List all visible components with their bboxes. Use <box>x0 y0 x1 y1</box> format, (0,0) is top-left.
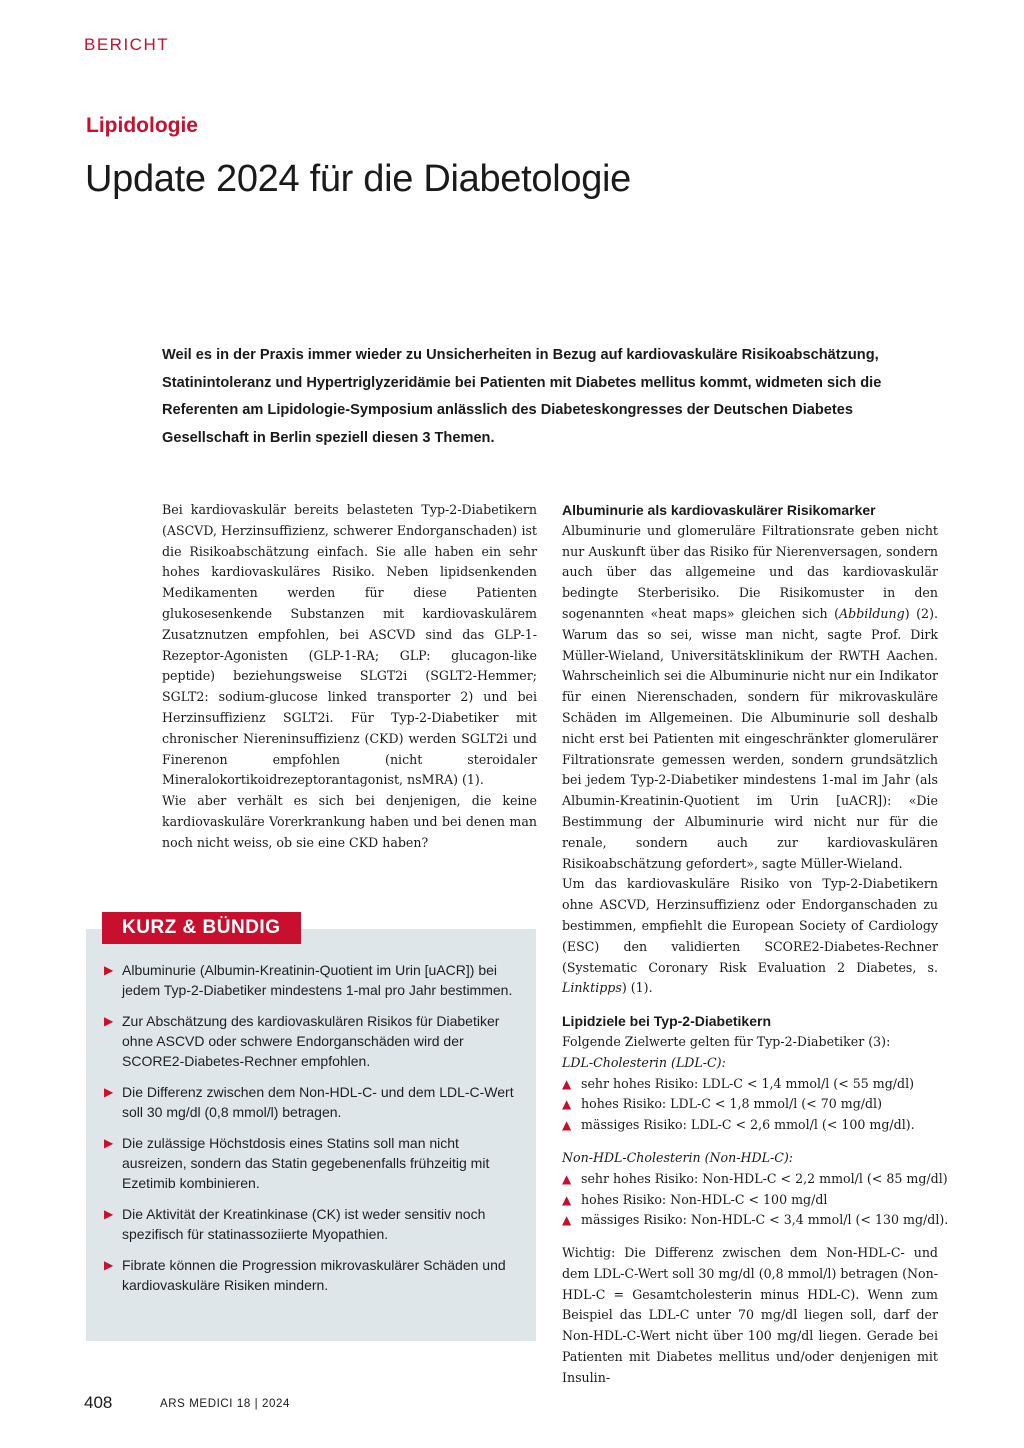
triangle-up-icon: ▲ <box>562 1213 572 1228</box>
subheading: LDL-Cholesterin (LDL-C): <box>562 1054 726 1070</box>
non-hdl-target-list <box>562 1169 949 1231</box>
section-label: BERICHT <box>84 35 170 54</box>
journal-name: ARS MEDICI 18 | 2024 <box>160 1398 291 1410</box>
list-item: ▲ mässiges Risiko: LDL-C < 2,6 mmol/l (< 100 mg/dl). <box>562 1115 938 1136</box>
list-item-text: Die zulässige Höchstdosis eines Statins soll man nicht ausreizen, sondern das Statin gegebenenfalls frühzeitig mit Ezetimib kombinieren. <box>122 1135 490 1191</box>
triangle-right-icon: ▶ <box>104 1014 114 1028</box>
section-heading: Albuminurie als kardiovaskulärer Risikomarker <box>562 502 876 518</box>
section-heading: Lipidziele bei Typ-2-Diabetikern <box>562 1013 772 1030</box>
paragraph: Wichtig: Die Differenz zwischen dem Non-HDL-C- und dem LDL-C-Wert soll 30 mg/dl (0,8 mmol/l) betragen (Non-HDL-C = Gesamtcholesterin minus HDL-C). Wenn zum Beispiel das LDL-C unter 70 mg/dl liegen soll, darf der Non-HDL-C-Wert nicht über 100 mg/dl liegen. Gerade bei Patienten mit Diabetes mellitus und/oder denjenigen mit Insulin- <box>562 1245 938 1385</box>
article-kicker: Lipidologie <box>86 114 198 137</box>
triangle-right-icon: ▶ <box>104 1207 114 1221</box>
list-item <box>104 960 524 1000</box>
triangle-up-icon: ▲ <box>562 1097 572 1112</box>
list-item <box>104 1133 524 1193</box>
list-item-text: Die Aktivität der Kreatinkinase (CK) ist weder sensitiv noch spezifisch für statinassoziierte Myopathien. <box>122 1206 486 1242</box>
paragraph: Bei kardiovaskulär bereits belasteten Typ-2-Diabetikern (ASCVD, Herzinsuffizienz, schwerer Endorganschaden) ist die Risikoabschätzung einfach. Sie alle haben ein sehr hohes kardiovaskuläres Risiko. Neben lipidsenkenden Medikamenten werden für diese Patienten glukosesenkende Substanzen mit kardiovaskulärem Zusatznutzen empfohlen, bei ASCVD sind das GLP-1-Rezeptor-Agonisten (GLP-1-RA; GLP: glucagon-like peptide) beziehungsweise SLGT2i (SGLT2-Hemmer; SGLT2: sodium-glucose linked transporter 2) und bei Herzinsuffizienz SGLT2i. Für Typ-2-Diabetiker mit chronischer Niereninsuffizienz (CKD) werden SGLT2i und Finerenon empfohlen (nicht steroidaler Mineralokortikoidrezeptorantagonist, nsMRA) (1). <box>162 502 537 788</box>
paragraph: Folgende Zielwerte gelten für Typ-2-Diabetiker (3): <box>562 1033 891 1049</box>
triangle-up-icon: ▲ <box>562 1118 572 1133</box>
ldl-target-list <box>562 1074 938 1136</box>
triangle-right-icon: ▶ <box>104 1258 114 1272</box>
paragraph: Albuminurie und glomeruläre Filtrationsrate geben nicht nur Auskunft über das Risiko für Nierenversagen, sondern auch über das allgemeine und das kardiovaskulär bedingte Sterberisiko. Die Risikomuster in den sogenannten «heat maps» gleichen sich (Abbildung) (2). Warum das so sei, wisse man nicht, sagte Prof. Dirk Müller-Wieland, Universitätsklinikum der RWTH Aachen. Wahrscheinlich sei die Albuminurie nicht nur ein Indikator für einen Nierenschaden, sondern für mikrovaskuläre Schäden im Allgemeinen. Die Albuminurie soll deshalb nicht erst bei Patienten mit eingeschränkter glomerulärer Filtrationsrate gemessen werden, sondern grundsätzlich bei jedem Typ-2-Diabetiker mindestens 1-mal im Jahr (als Albumin-Kreatinin-Quotient im Urin [uACR]): «Die Bestimmung der Albuminurie wird nicht nur für die renale, sondern auch zur kardiovaskulären Risikoabschätzung gefordert», sagte Müller-Wieland. <box>562 522 938 871</box>
list-item: ▲ sehr hohes Risiko: Non-HDL-C < 2,2 mmol/l (< 85 mg/dl) <box>562 1169 938 1190</box>
list-item: ▲ mässiges Risiko: Non-HDL-C < 3,4 mmol/l (< 130 mg/dl). <box>562 1210 938 1231</box>
article-title: Update 2024 für die Diabetologie <box>85 158 632 200</box>
summary-box-heading: KURZ & BÜNDIG <box>102 912 301 944</box>
list-item-text: Fibrate können die Progression mikrovaskulärer Schäden und kardiovaskuläre Risiken mindern. <box>122 1257 506 1293</box>
page-number: 408 <box>84 1393 113 1412</box>
triangle-right-icon: ▶ <box>104 1136 114 1150</box>
list-item: ▲ sehr hohes Risiko: LDL-C < 1,4 mmol/l (< 55 mg/dl) <box>562 1074 938 1095</box>
left-column <box>162 500 537 854</box>
triangle-up-icon: ▲ <box>562 1192 572 1207</box>
list-item <box>104 1255 524 1295</box>
list-item <box>104 1011 524 1071</box>
list-item-text: Die Differenz zwischen dem Non-HDL-C- und dem LDL-C-Wert soll 30 mg/dl (0,8 mmol/l) betragen. <box>122 1084 514 1120</box>
article-lead: Weil es in der Praxis immer wieder zu Unsicherheiten in Bezug auf kardiovaskuläre Risikoabschätzung, Statinintoleranz und Hypertriglyzeridämie bei Patienten mit Diabetes mellitus kommt, widmeten sich die Referenten am Lipidologie-Symposium anlässlich des Diabeteskongresses der Deutschen Diabetes Gesellschaft in Berlin speziell diesen 3 Themen. <box>162 347 882 446</box>
triangle-right-icon: ▶ <box>104 963 114 977</box>
triangle-up-icon: ▲ <box>562 1171 572 1186</box>
right-column <box>562 500 949 1389</box>
triangle-right-icon: ▶ <box>104 1085 114 1099</box>
paragraph: Wie aber verhält es sich bei denjenigen, die keine kardiovaskuläre Vorerkrankung haben und bei denen man noch nicht weiss, ob sie eine CKD haben? <box>162 793 537 850</box>
summary-list <box>104 960 524 1306</box>
paragraph: Um das kardiovaskuläre Risiko von Typ-2-Diabetikern ohne ASCVD, Herzinsuffizienz oder Endorganschaden zu bestimmen, empfiehlt die European Society of Cardiology (ESC) den validierten SCORE2-Diabetes-Rechner (Systematic Coronary Risk Evaluation 2 Diabetes, s. Linktipps) (1). <box>562 876 938 996</box>
list-item <box>104 1082 524 1122</box>
list-item <box>104 1204 524 1244</box>
triangle-up-icon: ▲ <box>562 1076 572 1091</box>
list-item: ▲ hohes Risiko: Non-HDL-C < 100 mg/dl <box>562 1190 938 1211</box>
subheading: Non-HDL-Cholesterin (Non-HDL-C): <box>562 1149 793 1165</box>
list-item: ▲ hohes Risiko: LDL-C < 1,8 mmol/l (< 70 mg/dl) <box>562 1094 938 1115</box>
list-item-text: Zur Abschätzung des kardiovaskulären Risikos für Diabetiker ohne ASCVD oder schwere Endorganschäden wird der SCORE2-Diabetes-Rechner empfohlen. <box>122 1013 500 1069</box>
list-item-text: Albuminurie (Albumin-Kreatinin-Quotient im Urin [uACR]) bei jedem Typ-2-Diabetiker mindestens 1-mal pro Jahr bestimmen. <box>122 962 513 998</box>
